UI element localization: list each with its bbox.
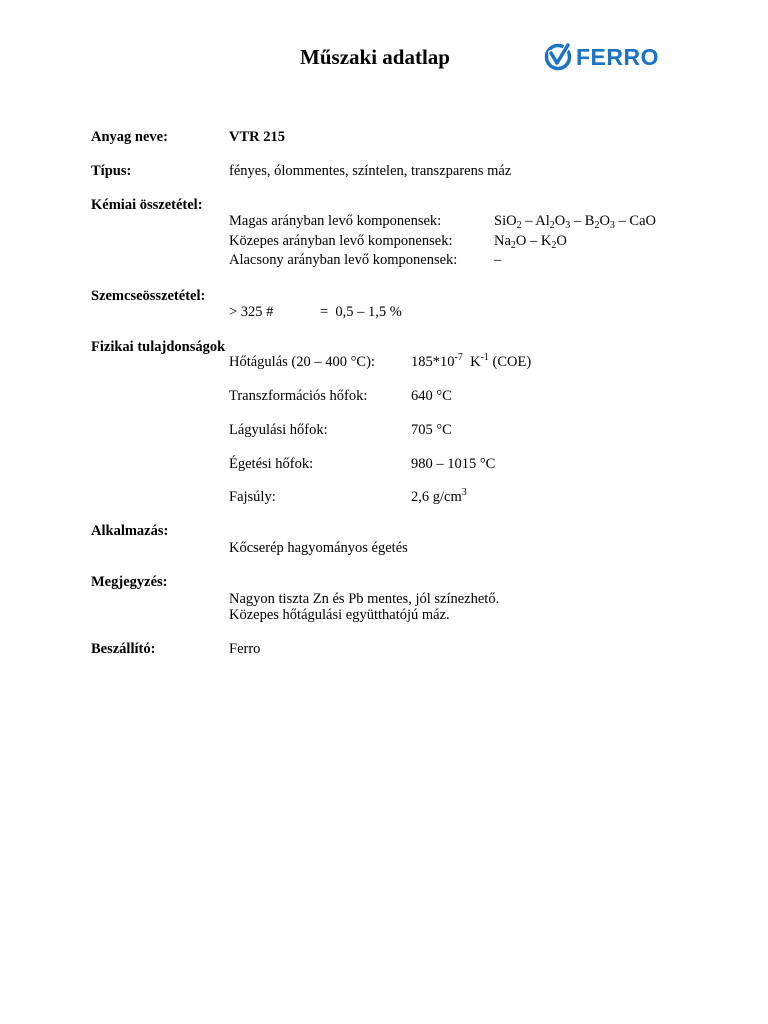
type-label: Típus: [91, 163, 132, 179]
note-label: Megjegyzés: [91, 574, 168, 590]
chemical-row-label: Közepes arányban levő komponensek: [229, 233, 453, 249]
physical-row-value: 705 °C [411, 422, 452, 438]
application-value: Kőcserép hagyományos égetés [229, 540, 408, 556]
grain-label: Szemcseösszetétel: [91, 288, 206, 304]
chemical-row-value: – [494, 252, 502, 268]
physical-row-label: Transzformációs hőfok: [229, 388, 368, 404]
supplier-label: Beszállító: [91, 641, 156, 657]
chemical-label: Kémiai összetétel: [91, 197, 203, 213]
physical-row-label: Égetési hőfok: [229, 456, 314, 472]
physical-row-value: 640 °C [411, 388, 452, 404]
physical-row-label: Fajsúly: [229, 489, 276, 505]
grain-value: = 0,5 – 1,5 % [320, 304, 402, 320]
page-title: Műszaki adatlap [300, 45, 450, 69]
chemical-row-value: $SiO_2 - Al_2O_3 - B_2O_3$ – CaO [494, 213, 657, 231]
physical-row-value: $185*10^{-7}$ $K^{-1}$ (COE) [411, 352, 532, 370]
note-line: Nagyon tiszta Zn és Pb mentes, jól színezhető. [229, 591, 500, 607]
ferro-logo [544, 42, 659, 72]
supplier-value: Ferro [229, 641, 261, 657]
material-label: Anyag neve: [91, 129, 168, 145]
chemical-row-label: Alacsony arányban levő komponensek: [229, 252, 458, 268]
application-label: Alkalmazás: [91, 523, 169, 539]
ferro-check-icon [544, 43, 572, 71]
physical-label: Fizikai tulajdonságok [91, 339, 226, 355]
chemical-row-label: Magas arányban levő komponensek: [229, 213, 442, 229]
type-value: fényes, ólommentes, színtelen, transzparens máz [229, 163, 512, 179]
note-line: Közepes hőtágulási együtthatójú máz. [229, 607, 450, 623]
physical-row-label: Lágyulási hőfok: [229, 422, 328, 438]
chemical-row-value: $Na_2O - K_2O$ [494, 233, 567, 251]
logo-text: FERRO [576, 44, 659, 70]
grain-sieve: > 325 # [229, 304, 274, 320]
physical-row-value: 980 – 1015 °C [411, 456, 496, 472]
material-value: VTR 215 [229, 129, 285, 145]
physical-row-label: Hőtágulás (20 – 400 °C): [229, 354, 375, 370]
physical-row-value: 2,6 $g/cm^3$ [411, 487, 467, 505]
